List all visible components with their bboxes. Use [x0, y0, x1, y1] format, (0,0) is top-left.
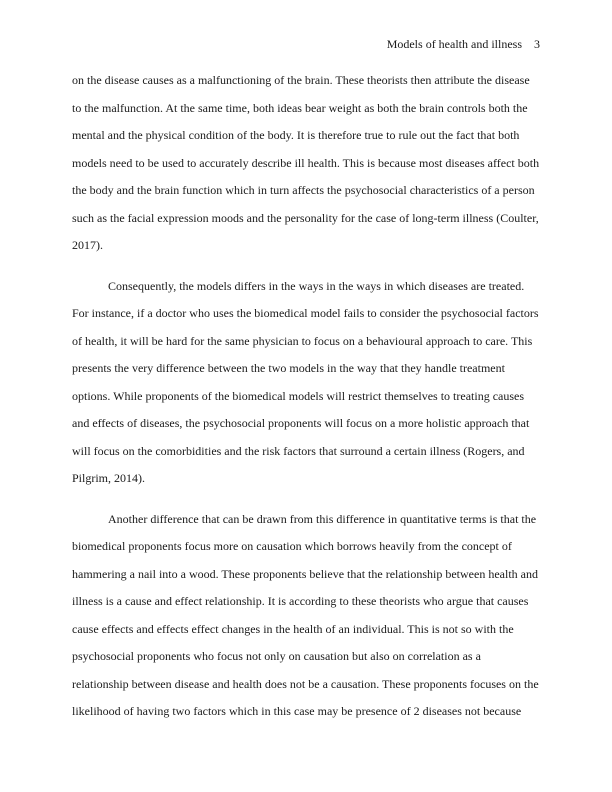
paragraph-3: [72, 506, 540, 726]
running-head: [387, 37, 540, 51]
text-line: cause effects and effects effect changes in the health of an individual. This is not so with the: [72, 621, 514, 636]
text-line: psychosocial proponents who focus not only on causation but also on correlation as a: [72, 649, 481, 663]
paragraph-spacer: [72, 260, 540, 273]
text-line: illness is a cause and effect relationship. It is according to these theorists who argue that causes: [72, 594, 529, 608]
text-line: of health, it will be hard for the same physician to focus on a behavioural approach to care. This: [72, 333, 533, 348]
text-line: For instance, if a doctor who uses the biomedical model fails to consider the psychosocial factors: [72, 306, 539, 320]
text-line: hammering a nail into a wood. These proponents believe that the relationship between health and: [72, 566, 538, 581]
text-line: the body and the brain function which in turn affects the psychosocial characteristics of a person: [72, 183, 535, 197]
page-number: 3: [534, 37, 540, 51]
text-line: options. While proponents of the biomedical models will restrict themselves to treating causes: [72, 388, 525, 403]
text-line: on the disease causes as a malfunctioning of the brain. These theorists then attribute the disease: [72, 73, 530, 87]
text-line: biomedical proponents focus more on causation which borrows heavily from the concept of: [72, 539, 512, 553]
text-line-first: Another difference that can be drawn from this difference in quantitative terms is that the: [108, 511, 537, 526]
text-line: will focus on the comorbidities and the risk factors that surround a certain illness (Rogers, and: [72, 443, 525, 458]
text-line: presents the very difference between the two models in the way that they handle treatment: [72, 361, 505, 375]
text-line: and effects of diseases, the psychosocial proponents will focus on a more holistic approach that: [72, 416, 530, 430]
running-head-title: Models of health and illness: [386, 37, 522, 51]
text-line: Pilgrim, 2014).: [72, 471, 146, 485]
paragraph-1: [72, 67, 540, 260]
text-line: such as the facial expression moods and the personality for the case of long-term illness (Coulter,: [72, 210, 539, 225]
paragraph-2: [72, 273, 540, 493]
text-line: relationship between disease and health does not be a causation. These proponents focuses on the: [72, 676, 539, 691]
text-line: models need to be used to accurately describe ill health. This is because most diseases affect both: [72, 155, 540, 170]
text-line: to the malfunction. At the same time, both ideas bear weight as both the brain controls both the: [72, 100, 528, 115]
text-line: likelihood of having two factors which in this case may be presence of 2 diseases not because: [72, 704, 522, 718]
paragraph-spacer: [72, 493, 540, 506]
text-line-first: Consequently, the models differs in the ways in the ways in which diseases are treated.: [108, 278, 525, 293]
body-text: [72, 67, 540, 726]
text-line: 2017).: [72, 238, 103, 252]
text-line: mental and the physical condition of the body. It is therefore true to rule out the fact that both: [72, 128, 520, 142]
